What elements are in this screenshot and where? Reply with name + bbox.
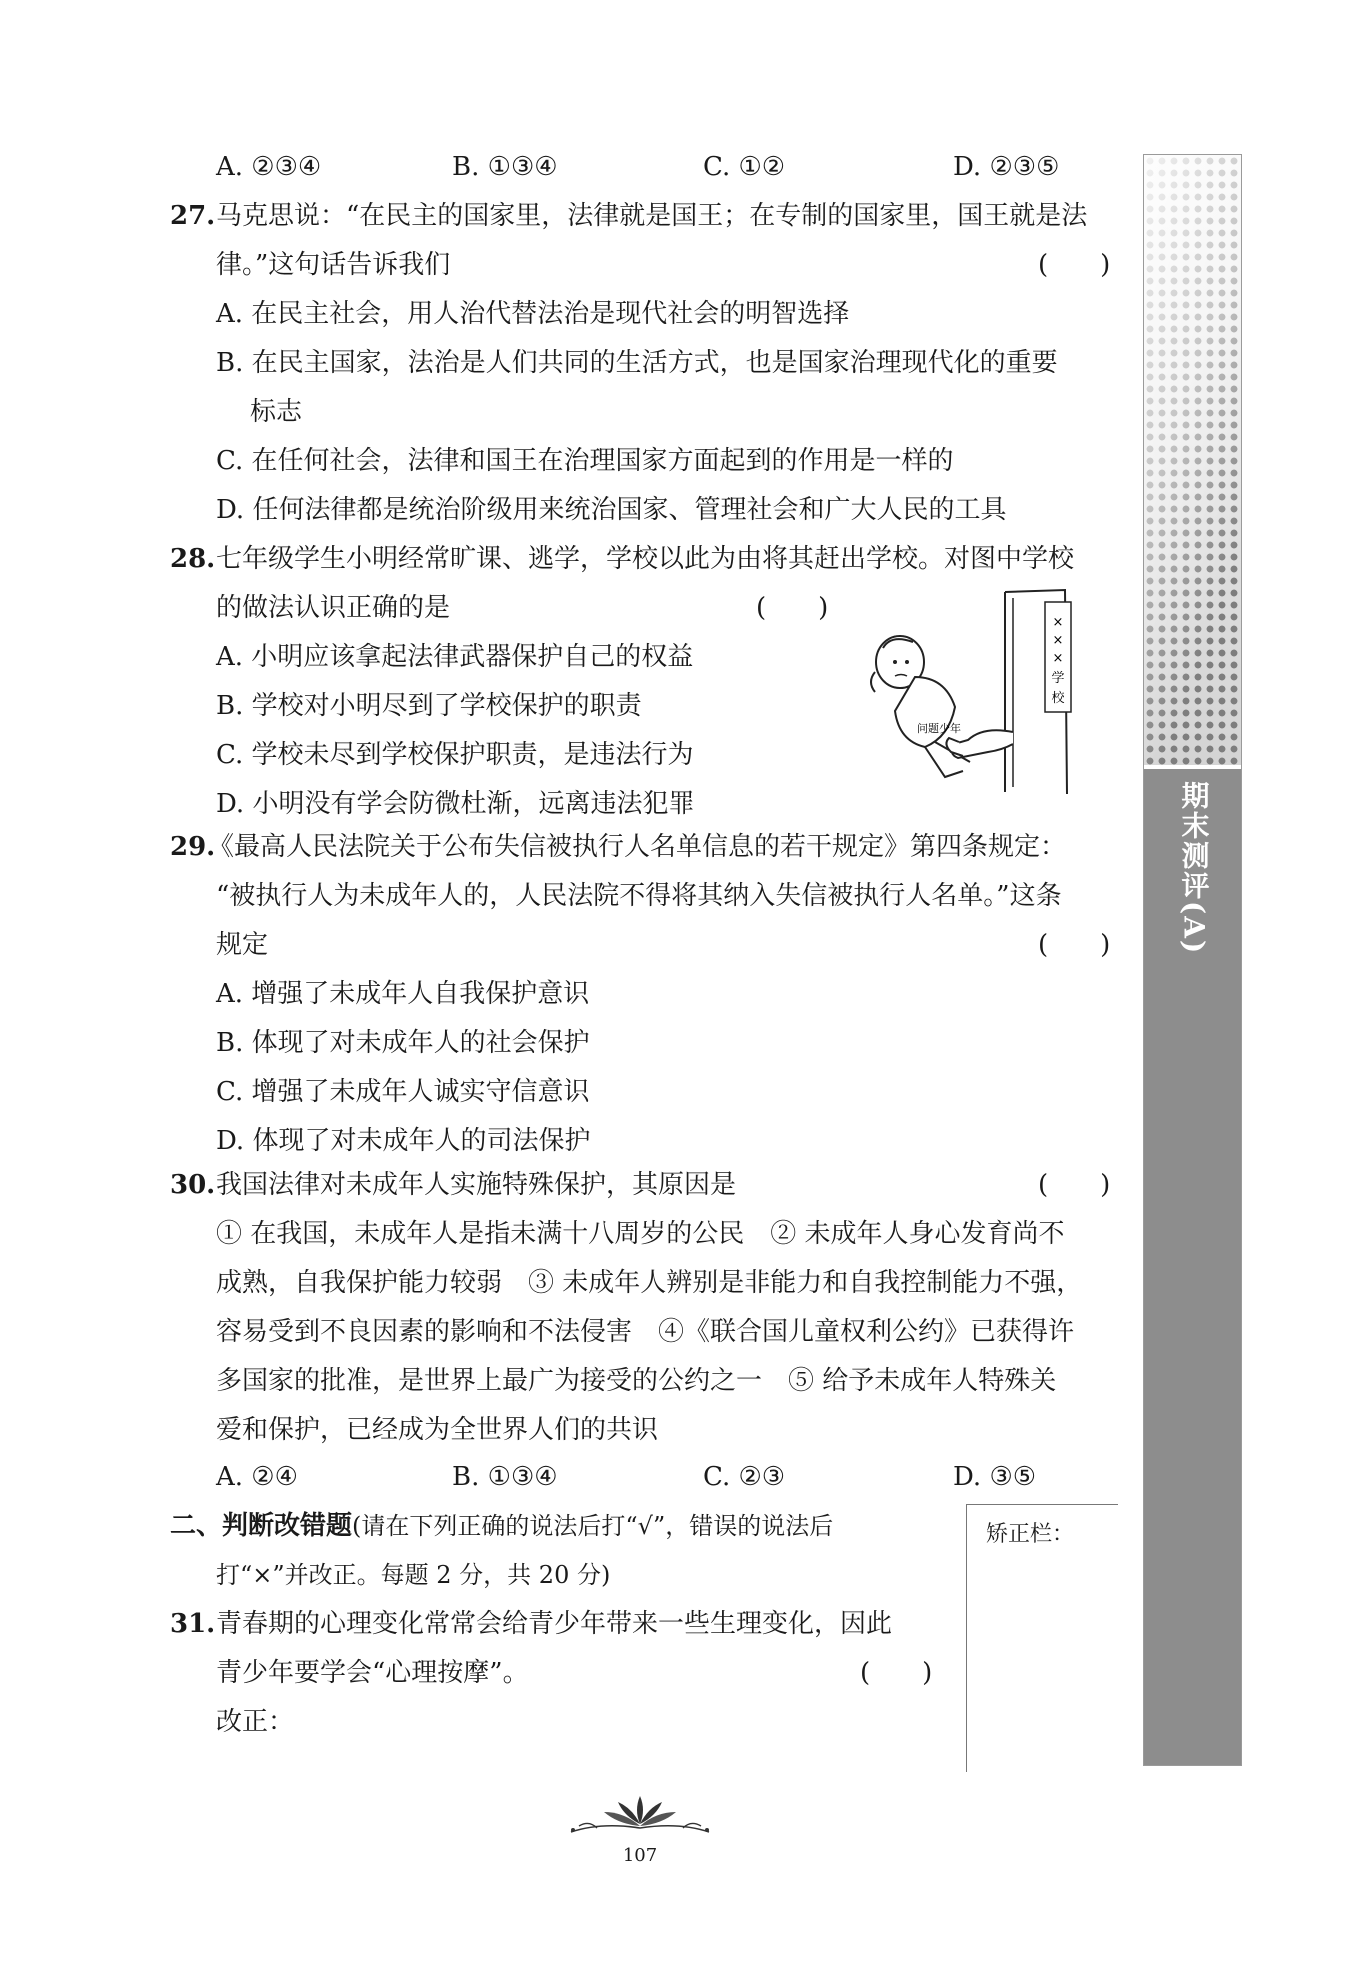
section-2-note-1: (请在下列正确的说法后打“√”，错误的说法后 <box>352 1512 834 1540</box>
section-2-heading <box>170 1509 833 1543</box>
q31-answer-bracket[interactable]: ( ) <box>860 1658 933 1688</box>
sign-char-2: × <box>1052 633 1064 648</box>
footer-ornament-icon <box>565 1792 715 1844</box>
q30-body-line-2: 成熟，自我保护能力较弱 ③ 未成年人辨别是非能力和自我控制能力不强， <box>216 1268 1083 1298</box>
q31-correction-label[interactable]: 改正： <box>216 1707 295 1737</box>
q27-stem-line-2: 律。”这句话告诉我们 <box>216 250 451 280</box>
sign-char-4: 学 <box>1051 671 1065 686</box>
school-expulsion-illustration <box>855 582 1095 802</box>
q29-stem-line-2: “被执行人为未成年人的，人民法院不得将其纳入失信被执行人名单。”这条 <box>216 881 1062 911</box>
question-number-31: 31. <box>170 1609 216 1639</box>
q29-stem-line-1: 《最高人民法院关于公布失信被执行人名单信息的若干规定》第四条规定： <box>208 832 1067 862</box>
q30-answer-bracket[interactable]: ( ) <box>1038 1170 1111 1200</box>
q31-stem-line-1: 青春期的心理变化常常会给青少年带来一些生理变化，因此 <box>216 1609 893 1639</box>
q26-option-a: A. ②③④ <box>216 152 322 182</box>
q26-option-b: B. ①③④ <box>452 152 558 182</box>
page-number: 107 <box>622 1845 658 1866</box>
q27-option-c: C. 在任何社会，法律和国王在治理国家方面起到的作用是一样的 <box>216 446 954 476</box>
q30-option-a: A. ②④ <box>216 1462 298 1492</box>
question-number-28: 28. <box>170 544 216 574</box>
question-number-29: 29. <box>170 832 216 862</box>
q26-option-c: C. ①② <box>703 152 786 182</box>
q29-option-c: C. 增强了未成年人诚实守信意识 <box>216 1077 590 1107</box>
q28-option-c: C. 学校未尽到学校保护职责，是违法行为 <box>216 740 694 770</box>
q27-option-d: D. 任何法律都是统治阶级用来统治国家、管理社会和广大人民的工具 <box>216 495 1007 525</box>
q28-option-d: D. 小明没有学会防微杜渐，远离违法犯罪 <box>216 789 695 819</box>
q28-stem-line-1: 七年级学生小明经常旷课、逃学，学校以此为由将其赶出学校。对图中学校 <box>216 544 1075 574</box>
q26-option-d: D. ②③⑤ <box>953 152 1060 182</box>
q29-option-a: A. 增强了未成年人自我保护意识 <box>216 979 590 1009</box>
q30-option-c: C. ②③ <box>703 1462 786 1492</box>
q30-body-line-5: 爱和保护，已经成为全世界人们的共识 <box>216 1415 659 1445</box>
q27-option-a: A. 在民主社会，用人治代替法治是现代社会的明智选择 <box>216 299 850 329</box>
sign-char-1: × <box>1052 615 1064 630</box>
q30-body-line-1: ① 在我国，未成年人是指未满十八周岁的公民 ② 未成年人身心发育尚不 <box>216 1219 1065 1249</box>
q28-stem-line-2: 的做法认识正确的是 <box>216 593 451 623</box>
q28-option-b: B. 学校对小明尽到了学校保护的职责 <box>216 691 642 721</box>
q30-option-b: B. ①③④ <box>452 1462 558 1492</box>
q30-body-line-4: 多国家的批准，是世界上最广为接受的公约之一 ⑤ 给予未成年人特殊关 <box>216 1366 1057 1396</box>
sign-char-5: 校 <box>1051 691 1065 706</box>
q29-answer-bracket[interactable]: ( ) <box>1038 930 1111 960</box>
q27-answer-bracket[interactable]: ( ) <box>1038 250 1111 280</box>
q30-option-d: D. ③⑤ <box>953 1462 1037 1492</box>
q27-stem-line-1: 马克思说：“在民主的国家里，法律就是国王；在专制的国家里，国王就是法 <box>216 201 1088 231</box>
sidebar-label: 期末测评(A) <box>1177 781 1211 956</box>
q28-answer-bracket[interactable]: ( ) <box>756 593 829 623</box>
section-2-title: 二、判断改错题 <box>170 1511 353 1541</box>
q27-option-b-cont: 标志 <box>250 397 303 427</box>
q30-stem: 我国法律对未成年人实施特殊保护，其原因是 <box>216 1170 737 1200</box>
q30-body-line-3: 容易受到不良因素的影响和不法侵害 ④《联合国儿童权利公约》已获得许 <box>216 1317 1075 1347</box>
question-number-27: 27. <box>170 201 216 231</box>
question-number-30: 30. <box>170 1170 216 1200</box>
q28-option-a: A. 小明应该拿起法律武器保护自己的权益 <box>216 642 694 672</box>
q29-stem-line-3: 规定 <box>216 930 269 960</box>
sign-char-3: × <box>1052 651 1064 666</box>
q27-option-b: B. 在民主国家，法治是人们共同的生活方式，也是国家治理现代化的重要 <box>216 348 1058 378</box>
section-2-note-2: 打“×”并改正。每题 2 分，共 20 分) <box>216 1561 611 1589</box>
q29-option-d: D. 体现了对未成年人的司法保护 <box>216 1126 591 1156</box>
chapter-sidebar <box>1143 154 1242 1766</box>
student-label: 问题少年 <box>917 722 961 735</box>
correction-column-label: 矫正栏： <box>986 1522 1075 1547</box>
q29-option-b: B. 体现了对未成年人的社会保护 <box>216 1028 590 1058</box>
q31-stem-line-2: 青少年要学会“心理按摩”。 <box>216 1658 529 1688</box>
